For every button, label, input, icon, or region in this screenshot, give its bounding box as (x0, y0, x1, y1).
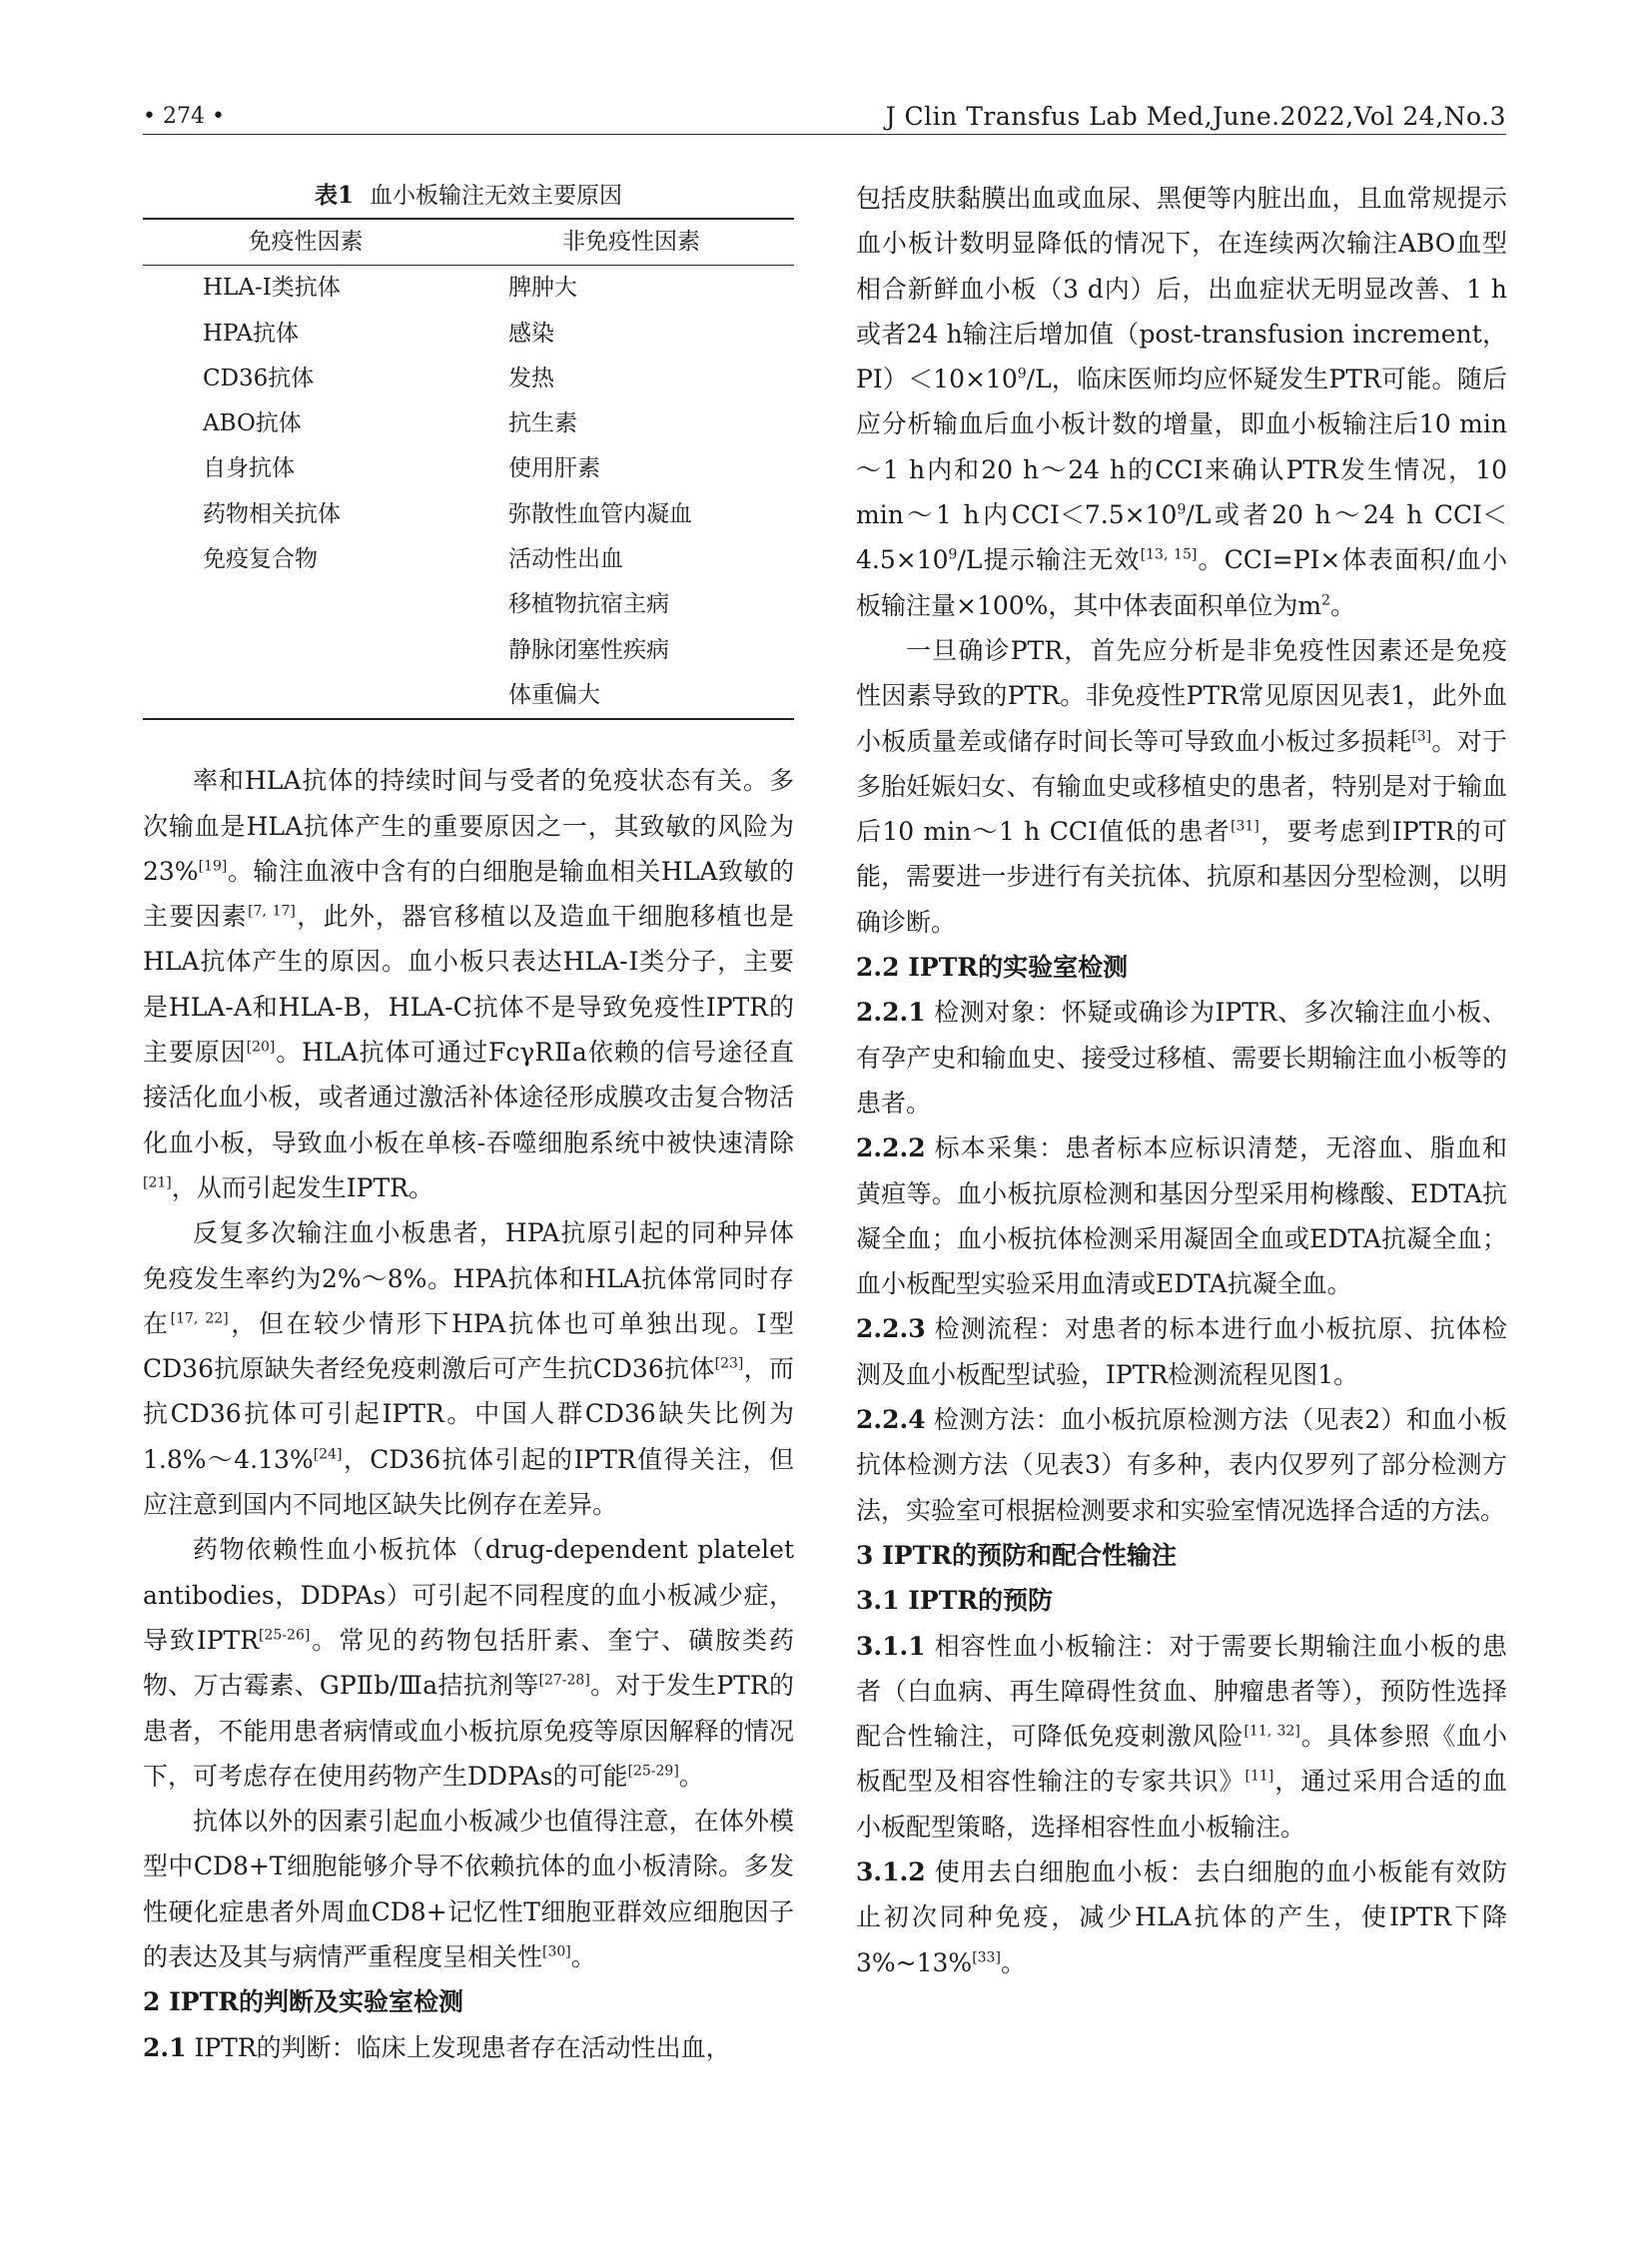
text-run: 使用去白细胞血小板：去白细胞的血小板能有效防止初次同种免疫，减少HLA抗体的产生，使IPTR下降3%~13% (856, 1857, 1507, 1977)
page-number: • 274 • (143, 104, 225, 129)
non-immune-factor-cell: 感染 (508, 320, 554, 347)
text-run: IPTR的判断：临床上发现患者存在活动性出血， (186, 2032, 731, 2062)
citation: [25-26] (259, 1627, 311, 1644)
text-run: 率和HLA抗体的持续时间与受者的免疫状态有关。多次输血是HLA抗体产生的重要原因之一，其致敏的风险为23% (143, 766, 794, 886)
text-run: 。常见的药物包括肝素、奎宁、磺胺类药物、万古霉素、GPⅡb/Ⅲa拮抗剂等 (143, 1625, 794, 1701)
citation: [23] (714, 1355, 744, 1372)
text-run: 反复多次输注血小板患者，HPA抗原引起的同种异体免疫发生率约为2%～8%。HPA抗体和HLA抗体常同时存在 (143, 1218, 794, 1338)
text-run: 。输注血液中含有的白细胞是输血相关HLA致敏的主要因素 (143, 856, 794, 932)
text-run: 。CCI=PI×体表面积/血小板输注量×100%，其中体表面积单位为m (856, 545, 1507, 620)
table-row (143, 492, 794, 537)
paragraph (143, 1210, 794, 1527)
citation: [20] (246, 1039, 276, 1056)
table-row (143, 673, 794, 719)
text-run: 。 (1330, 590, 1356, 620)
section-heading-2: 2 IPTR的判断及实验室检测 (143, 1987, 463, 2017)
immune-factor-cell: CD36抗体 (203, 365, 315, 391)
table-row (143, 537, 794, 582)
citation: [24] (313, 1446, 343, 1463)
table-grid (143, 218, 794, 720)
section-number: 3.1.1 (856, 1631, 926, 1661)
citation: [11] (1244, 1769, 1274, 1786)
section-number: 2.2.2 (856, 1133, 926, 1163)
citation: [21] (143, 1174, 172, 1191)
text-run: 检测对象：怀疑或确诊为IPTR、多次输注血小板、有孕产史和输血史、接受过移植、需要长期输注血小板等的患者。 (856, 998, 1507, 1118)
text-run: ，通过采用合适的血小板配型策略，选择相容性血小板输注。 (856, 1767, 1507, 1842)
subsection-2-2-3 (856, 1306, 1507, 1397)
citation: [3] (1411, 728, 1432, 745)
text-run: 。 (1000, 1947, 1026, 1977)
non-immune-factor-cell: 弥散性血管内凝血 (508, 500, 692, 527)
text-run: 一旦确诊PTR，首先应分析是非免疫性因素还是免疫性因素导致的PTR。非免疫性PTR常见原因见表1，此外血小板质量差或储存时间长等可导致血小板过多损耗 (856, 635, 1507, 756)
citation: [7, 17] (248, 903, 296, 920)
journal-header: J Clin Transfus Lab Med,June.2022,Vol 24,No.3 (885, 102, 1506, 131)
immune-factor-cell: 免疫复合物 (203, 546, 318, 573)
superscript: 9 (1017, 366, 1027, 382)
text-run: 。HLA抗体可通过FcγRⅡa依赖的信号途径直接活化血小板，或者通过激活补体途径形成膜攻击复合物活化血小板，导致血小板在单核-吞噬细胞系统中被快速清除 (143, 1038, 794, 1157)
text-run: ，而抗CD36抗体可引起IPTR。中国人群CD36缺失比例为1.8%～4.13% (143, 1354, 794, 1474)
text-run: ，此外，器官移植以及造血干细胞移植也是HLA抗体产生的原因。血小板只表达HLA-Ⅰ类分子，主要是HLA-A和HLA-B，HLA-C抗体不是导致免疫性IPTR的主要原因 (143, 902, 794, 1068)
text-run: /L或者20 h～24 h CCI＜4.5×10 (856, 500, 1508, 575)
section-number: 2.2.1 (856, 998, 926, 1028)
section-number: 2.1 (143, 2032, 187, 2062)
paragraph (856, 176, 1507, 628)
paragraph (143, 758, 794, 1210)
text-run: ，CD36抗体引起的IPTR值得关注，但应注意到国内不同地区缺失比例存在差异。 (143, 1444, 794, 1520)
section-heading-3-1: 3.1 IPTR的预防 (856, 1586, 1054, 1616)
section-number: 2.2.3 (856, 1314, 926, 1344)
text-run: 包括皮肤黏膜出血或血尿、黑便等内脏出血，且血常规提示血小板计数明显降低的情况下，在连续两次输注ABO血型相合新鲜血小板（3 d内）后，出血症状无明显改善、1 h或者24 h输注后增加值（post-transfusion increment，PI）＜10×10 (856, 184, 1507, 394)
immune-factor-cell: 自身抗体 (203, 455, 295, 482)
table-label: 表1 (314, 182, 354, 209)
non-immune-factor-cell: 抗生素 (508, 410, 577, 437)
text-run: 。对于发生PTR的患者，不能用患者病情或血小板抗原免疫等原因解释的情况下，可考虑存在使用药物产生DDPAs的可能 (143, 1671, 794, 1791)
subsection-2-2-1 (856, 990, 1507, 1125)
citation: [27-28] (538, 1672, 590, 1689)
text-run: 。对于多胎妊娠妇女、有输血史或移植史的患者，特别是对于输血后10 min～1 h CCI值低的患者 (856, 726, 1507, 847)
table-1 (143, 176, 794, 720)
table-row (143, 312, 794, 357)
text-run: ，要考虑到IPTR的可能，需要进一步进行有关抗体、抗原和基因分型检测，以明确诊断。 (856, 817, 1507, 937)
header-rule (143, 134, 1506, 135)
subsection-2-2-4 (856, 1397, 1507, 1533)
text-run: 相容性血小板输注：对于需要长期输注血小板的患者（白血病、再生障碍性贫血、肿瘤患者等），预防性选择配合性输注，可降低免疫刺激风险 (856, 1631, 1507, 1752)
text-run: ，从而引起发生IPTR。 (171, 1172, 433, 1202)
non-immune-factor-cell: 使用肝素 (508, 455, 600, 482)
non-immune-factor-cell: 活动性出血 (508, 546, 623, 573)
paragraph (143, 1527, 794, 1799)
subsection-2-2-2 (856, 1125, 1507, 1306)
superscript: 2 (1321, 592, 1331, 609)
non-immune-factor-cell: 发热 (508, 365, 554, 391)
citation: [31] (1231, 818, 1259, 835)
right-column (856, 176, 1507, 1985)
paragraph (856, 628, 1507, 945)
immune-factor-cell: HLA-Ⅰ类抗体 (203, 275, 341, 302)
immune-factor-cell: ABO抗体 (203, 410, 302, 437)
text-run: 药物依赖性血小板抗体（drug-dependent platelet antibodies，DDPAs）可引起不同程度的血小板减少症，导致IPTR (143, 1535, 794, 1655)
table-body (143, 266, 794, 719)
immune-factor-cell (143, 673, 468, 719)
table-caption: 血小板输注无效主要原因 (370, 183, 622, 209)
text-run: /L提示输注无效 (957, 545, 1141, 575)
immune-factor-cell (143, 628, 468, 673)
text-run: /L，临床医师均应怀疑发生PTR可能。随后应分析输血后血小板计数的增量，即血小板输注后10 min～1 h内和20 h～24 h的CCI来确认PTR发生情况，10 min～1 h内CCI＜7.5×10 (856, 365, 1507, 530)
section-heading-2-2: 2.2 IPTR的实验室检测 (856, 953, 1129, 983)
text-run: 。 (570, 1941, 596, 1971)
text-run: 检测方法：血小板抗原检测方法（见表2）和血小板抗体检测方法（见表3）有多种，表内仅罗列了部分检测方法，实验室可根据检测要求和实验室情况选择合适的方法。 (856, 1405, 1507, 1525)
section-number: 2.2.4 (856, 1405, 926, 1435)
citation: [19] (198, 858, 228, 875)
paragraph (143, 1799, 794, 1979)
citation: [33] (972, 1949, 1001, 1966)
section-number: 3.1.2 (856, 1857, 926, 1886)
text-run: ，但在较少情形下HPA抗体也可单独出现。Ⅰ型CD36抗原缺失者经免疫刺激后可产生抗CD36抗体 (143, 1308, 794, 1384)
left-column (143, 176, 794, 2070)
non-immune-factor-cell: 移植物抗宿主病 (508, 591, 669, 618)
citation: [13, 15] (1140, 547, 1198, 564)
citation: [17, 22] (170, 1310, 229, 1327)
table-row (143, 582, 794, 627)
table-title (143, 176, 794, 216)
non-immune-factor-cell: 静脉闭塞性疾病 (508, 636, 669, 663)
table-row (143, 401, 794, 446)
text-run: 。具体参照《血小板配型及相容性输注的专家共识》 (856, 1722, 1507, 1797)
superscript: 9 (948, 547, 958, 564)
table-header-cell: 免疫性因素 (143, 219, 468, 266)
table-row (143, 446, 794, 491)
text-run: 。 (678, 1761, 704, 1791)
non-immune-factor-cell: 脾肿大 (508, 275, 577, 302)
subsection-3-1-2 (856, 1850, 1507, 1985)
superscript: 9 (1177, 501, 1187, 518)
table-row (143, 357, 794, 401)
table-row (143, 628, 794, 673)
immune-factor-cell (143, 582, 468, 627)
subsection-3-1-1 (856, 1624, 1507, 1850)
citation: [30] (542, 1943, 571, 1960)
citation: [11, 32] (1243, 1723, 1300, 1740)
text-run: 检测流程：对患者的标本进行血小板抗原、抗体检测及血小板配型试验，IPTR检测流程见图1。 (856, 1314, 1507, 1389)
table-header-row (143, 219, 794, 266)
immune-factor-cell: 药物相关抗体 (203, 500, 341, 527)
text-run: 抗体以外的因素引起血小板减少也值得注意，在体外模型中CD8+T细胞能够介导不依赖抗体的血小板清除。多发性硬化症患者外周血CD8+记忆性T细胞亚群效应细胞因子的表达及其与病情严重程度呈相关性 (143, 1807, 794, 1971)
citation: [25-29] (627, 1763, 679, 1780)
non-immune-factor-cell: 体重偏大 (468, 673, 794, 719)
section-heading-3: 3 IPTR的预防和配合性输注 (856, 1540, 1177, 1570)
immune-factor-cell: HPA抗体 (203, 320, 300, 347)
table-header-cell: 非免疫性因素 (468, 219, 794, 266)
table-row (143, 266, 794, 312)
text-run: 标本采集：患者标本应标识清楚，无溶血、脂血和黄疸等。血小板抗原检测和基因分型采用枸橼酸、EDTA抗凝全血；血小板抗体检测采用凝固全血或EDTA抗凝全血；血小板配型实验采用血清或EDTA抗凝全血。 (856, 1133, 1507, 1299)
subsection-2-1 (143, 2025, 794, 2070)
